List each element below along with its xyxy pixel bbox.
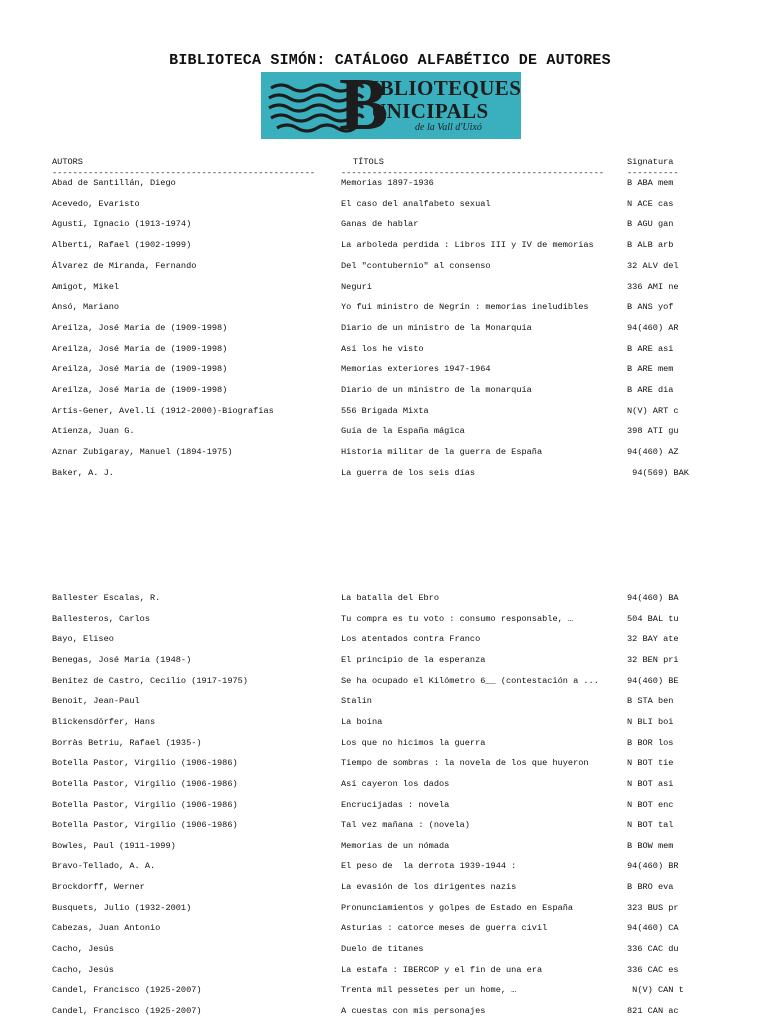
title-cell: Los atentados contra Franco bbox=[341, 634, 481, 645]
table-row bbox=[0, 696, 768, 710]
signature-cell: 94(460) AZ bbox=[627, 447, 679, 458]
author-cell: Cabezas, Juan Antonio bbox=[52, 923, 161, 934]
author-cell: Artís-Gener, Avel.lí (1912-2000)-Biografías bbox=[52, 405, 274, 416]
signature-cell: 32 BAY ate bbox=[627, 634, 679, 645]
signature-cell: B ABA mem bbox=[627, 178, 674, 188]
title-cell: Memorias de un nómada bbox=[341, 840, 450, 851]
author-cell: Ballesteros, Carlos bbox=[52, 613, 150, 624]
author-cell: Acevedo, Evaristo bbox=[52, 198, 140, 209]
table-row bbox=[0, 302, 768, 316]
signature-cell: 94(460) AR bbox=[627, 322, 679, 333]
author-cell: Ballester Escalas, R. bbox=[52, 593, 161, 603]
separator-titols: --------------------------------------------------- bbox=[341, 168, 605, 178]
signature-cell: B AGU gan bbox=[627, 219, 674, 230]
table-row bbox=[0, 364, 768, 378]
signature-cell: B BRO eva bbox=[627, 882, 674, 893]
title-cell: Duelo de titanes bbox=[341, 944, 424, 955]
signature-cell: 336 CAC du bbox=[627, 944, 679, 955]
header-autors: AUTORS bbox=[52, 157, 83, 167]
separator-signatura: ---------- bbox=[627, 168, 679, 178]
title-cell: 556 Brigada Mixta bbox=[341, 405, 429, 416]
signature-cell: B ANS yof bbox=[627, 302, 674, 313]
table-row bbox=[0, 426, 768, 440]
author-cell: Areilza, José María de (1909-1998) bbox=[52, 343, 228, 354]
signature-cell: B BOR los bbox=[627, 737, 674, 748]
signature-cell: B ARE dia bbox=[627, 385, 674, 395]
signature-cell: 94(460) BA bbox=[627, 593, 679, 603]
signature-cell: N(V) ART c bbox=[627, 405, 679, 416]
table-row bbox=[0, 323, 768, 337]
author-cell: Bowles, Paul (1911-1999) bbox=[52, 840, 176, 851]
table-row bbox=[0, 1006, 768, 1020]
author-cell: Candel, Francisco (1925-2007) bbox=[52, 1006, 202, 1016]
table-row bbox=[0, 985, 768, 999]
author-cell: Cacho, Jesús bbox=[52, 944, 114, 955]
title-cell: Se ha ocupado el Kilómetro 6__ (contestación a ... bbox=[341, 675, 599, 686]
title-cell: Así cayeron los dados bbox=[341, 778, 450, 789]
table-row bbox=[0, 676, 768, 690]
logo-big-letter: B bbox=[339, 72, 389, 139]
signature-cell: 398 ATI gu bbox=[627, 426, 679, 437]
signature-cell: 94(569) BAK bbox=[627, 467, 689, 478]
separator-autors: --------------------------------------------------- bbox=[52, 168, 316, 178]
author-cell: Atienza, Juan G. bbox=[52, 426, 135, 437]
signature-cell: 32 BEN pri bbox=[627, 654, 679, 665]
author-cell: Busquets, Julio (1932-2001) bbox=[52, 902, 192, 913]
table-row bbox=[0, 178, 768, 192]
title-cell: Guía de la España mágica bbox=[341, 426, 465, 437]
author-cell: Amigot, Mikel bbox=[52, 281, 120, 292]
title-cell: La arboleda perdida : Libros III y IV de memorias bbox=[341, 240, 594, 251]
signature-cell: 336 CAC es bbox=[627, 964, 679, 975]
title-cell: El caso del analfabeto sexual bbox=[341, 198, 491, 209]
title-cell: Tiempo de sombras : la novela de los que huyeron bbox=[341, 758, 589, 769]
author-cell: Blickensdörfer, Hans bbox=[52, 716, 156, 727]
title-cell: Diario de un ministro de la monarquía bbox=[341, 385, 532, 395]
table-row bbox=[0, 923, 768, 937]
signature-cell: 32 ALV del bbox=[627, 260, 679, 271]
signature-cell: 504 BAL tu bbox=[627, 613, 679, 624]
title-cell: Yo fui ministro de Negrín : memorias ineludibles bbox=[341, 302, 589, 313]
signature-cell: 94(460) BE bbox=[627, 675, 679, 686]
title-cell: Tu compra es tu voto : consumo responsable, … bbox=[341, 613, 574, 624]
table-row bbox=[0, 903, 768, 917]
title-cell: Así los he visto bbox=[341, 343, 424, 354]
logo-line-1: IBLIOTEQUES bbox=[371, 76, 521, 100]
logo-line-2: UNICIPALS bbox=[371, 99, 489, 123]
logo-line-3: de la Vall d'Uixó bbox=[415, 122, 482, 133]
title-cell: Los que no hicimos la guerra bbox=[341, 737, 486, 748]
signature-cell: B BOW mem bbox=[627, 840, 674, 851]
table-row bbox=[0, 738, 768, 752]
title-cell: El principio de la esperanza bbox=[341, 654, 486, 665]
table-row bbox=[0, 593, 768, 607]
table-row bbox=[0, 447, 768, 461]
table-row bbox=[0, 406, 768, 420]
table-row bbox=[0, 240, 768, 254]
table-row bbox=[0, 655, 768, 669]
table-row bbox=[0, 385, 768, 399]
signature-cell: N(V) CAN t bbox=[627, 985, 684, 996]
title-cell: La evasión de los dirigentes nazis bbox=[341, 882, 517, 893]
author-cell: Benegas, José María (1948-) bbox=[52, 654, 192, 665]
table-row bbox=[0, 882, 768, 896]
title-cell: Historia militar de la guerra de España bbox=[341, 447, 543, 458]
table-row bbox=[0, 944, 768, 958]
signature-cell: 336 AMI ne bbox=[627, 281, 679, 292]
author-cell: Baker, A. J. bbox=[52, 467, 114, 478]
title-cell: A cuestas con mis personajes bbox=[341, 1006, 486, 1016]
title-cell: Asturias : catorce meses de guerra civil bbox=[341, 923, 548, 934]
title-cell: Memorias exteriores 1947-1964 bbox=[341, 364, 491, 375]
author-cell: Alberti, Rafael (1902-1999) bbox=[52, 240, 192, 251]
table-row bbox=[0, 614, 768, 628]
author-cell: Areilza, José María de (1909-1998) bbox=[52, 322, 228, 333]
title-cell: Pronunciamientos y golpes de Estado en España bbox=[341, 902, 574, 913]
table-row bbox=[0, 965, 768, 979]
title-cell: La boina bbox=[341, 716, 383, 727]
author-cell: Botella Pastor, Virgilio (1906-1986) bbox=[52, 820, 238, 831]
signature-cell: N BOT tal bbox=[627, 820, 674, 831]
table-row bbox=[0, 758, 768, 772]
signature-cell: B ARE mem bbox=[627, 364, 674, 375]
author-cell: Abad de Santillán, Diego bbox=[52, 178, 176, 188]
table-row bbox=[0, 717, 768, 731]
author-cell: Bravo-Tellado, A. A. bbox=[52, 861, 156, 872]
author-cell: Candel, Francisco (1925-2007) bbox=[52, 985, 202, 996]
table-row bbox=[0, 282, 768, 296]
table-row bbox=[0, 219, 768, 233]
table-row bbox=[0, 820, 768, 834]
table-row bbox=[0, 468, 768, 482]
title-cell: Ganas de hablar bbox=[341, 219, 419, 230]
title-cell: Diario de un ministro de la Monarquía bbox=[341, 322, 532, 333]
author-cell: Botella Pastor, Virgilio (1906-1986) bbox=[52, 758, 238, 769]
author-cell: Botella Pastor, Virgilio (1906-1986) bbox=[52, 799, 238, 810]
title-cell: Memorias 1897-1936 bbox=[341, 178, 434, 188]
author-cell: Álvarez de Miranda, Fernando bbox=[52, 260, 197, 271]
title-cell: El peso de la derrota 1939-1944 : bbox=[341, 861, 517, 872]
author-cell: Bayo, Eliseo bbox=[52, 634, 114, 645]
title-cell: Del "contubernio" al consenso bbox=[341, 260, 491, 271]
signature-cell: N ACE cas bbox=[627, 198, 674, 209]
author-cell: Areilza, José María de (1909-1998) bbox=[52, 364, 228, 375]
signature-cell: N BOT asi bbox=[627, 778, 674, 789]
author-cell: Ansó, Mariano bbox=[52, 302, 120, 313]
title-cell: Tal vez mañana : (novela) bbox=[341, 820, 470, 831]
table-row bbox=[0, 261, 768, 275]
author-cell: Aznar Zubigaray, Manuel (1894-1975) bbox=[52, 447, 233, 458]
title-cell: La batalla del Ebro bbox=[341, 593, 439, 603]
signature-cell: 94(460) BR bbox=[627, 861, 679, 872]
author-cell: Agustí, Ignacio (1913-1974) bbox=[52, 219, 192, 230]
title-cell: La estafa : IBERCOP y el fin de una era bbox=[341, 964, 543, 975]
title-cell: Neguri bbox=[341, 281, 372, 292]
table-row bbox=[0, 344, 768, 358]
table-row bbox=[0, 841, 768, 855]
header-titols: TÍTOLS bbox=[353, 157, 384, 167]
signature-cell: 323 BUS pr bbox=[627, 902, 679, 913]
signature-cell: 821 CAN ac bbox=[627, 1006, 679, 1016]
title-cell: La guerra de los seis días bbox=[341, 467, 476, 478]
title-cell: Stalin bbox=[341, 696, 372, 707]
author-cell: Botella Pastor, Virgilio (1906-1986) bbox=[52, 778, 238, 789]
author-cell: Areilza, José María de (1909-1998) bbox=[52, 385, 228, 395]
signature-cell: N BOT tie bbox=[627, 758, 674, 769]
page-title: BIBLIOTECA SIMÓN: CATÁLOGO ALFABÉTICO DE AUTORES bbox=[169, 52, 611, 69]
library-logo bbox=[261, 72, 521, 139]
header-signatura: Signatura bbox=[627, 157, 674, 167]
author-cell: Borràs Betriu, Rafael (1935-) bbox=[52, 737, 202, 748]
table-row bbox=[0, 779, 768, 793]
signature-cell: B ALB arb bbox=[627, 240, 674, 251]
signature-cell: N BLI boi bbox=[627, 716, 674, 727]
title-cell: Encrucijadas : novela bbox=[341, 799, 450, 810]
table-row bbox=[0, 800, 768, 814]
author-cell: Benoit, Jean-Paul bbox=[52, 696, 140, 707]
author-cell: Brockdorff, Werner bbox=[52, 882, 145, 893]
signature-cell: B STA ben bbox=[627, 696, 674, 707]
signature-cell: N BOT enc bbox=[627, 799, 674, 810]
author-cell: Benítez de Castro, Cecilio (1917-1975) bbox=[52, 675, 248, 686]
table-row bbox=[0, 199, 768, 213]
author-cell: Cacho, Jesús bbox=[52, 964, 114, 975]
signature-cell: B ARE asi bbox=[627, 343, 674, 354]
signature-cell: 94(460) CA bbox=[627, 923, 679, 934]
title-cell: Trenta mil pessetes per un home, … bbox=[341, 985, 517, 996]
table-row bbox=[0, 861, 768, 875]
table-row bbox=[0, 634, 768, 648]
